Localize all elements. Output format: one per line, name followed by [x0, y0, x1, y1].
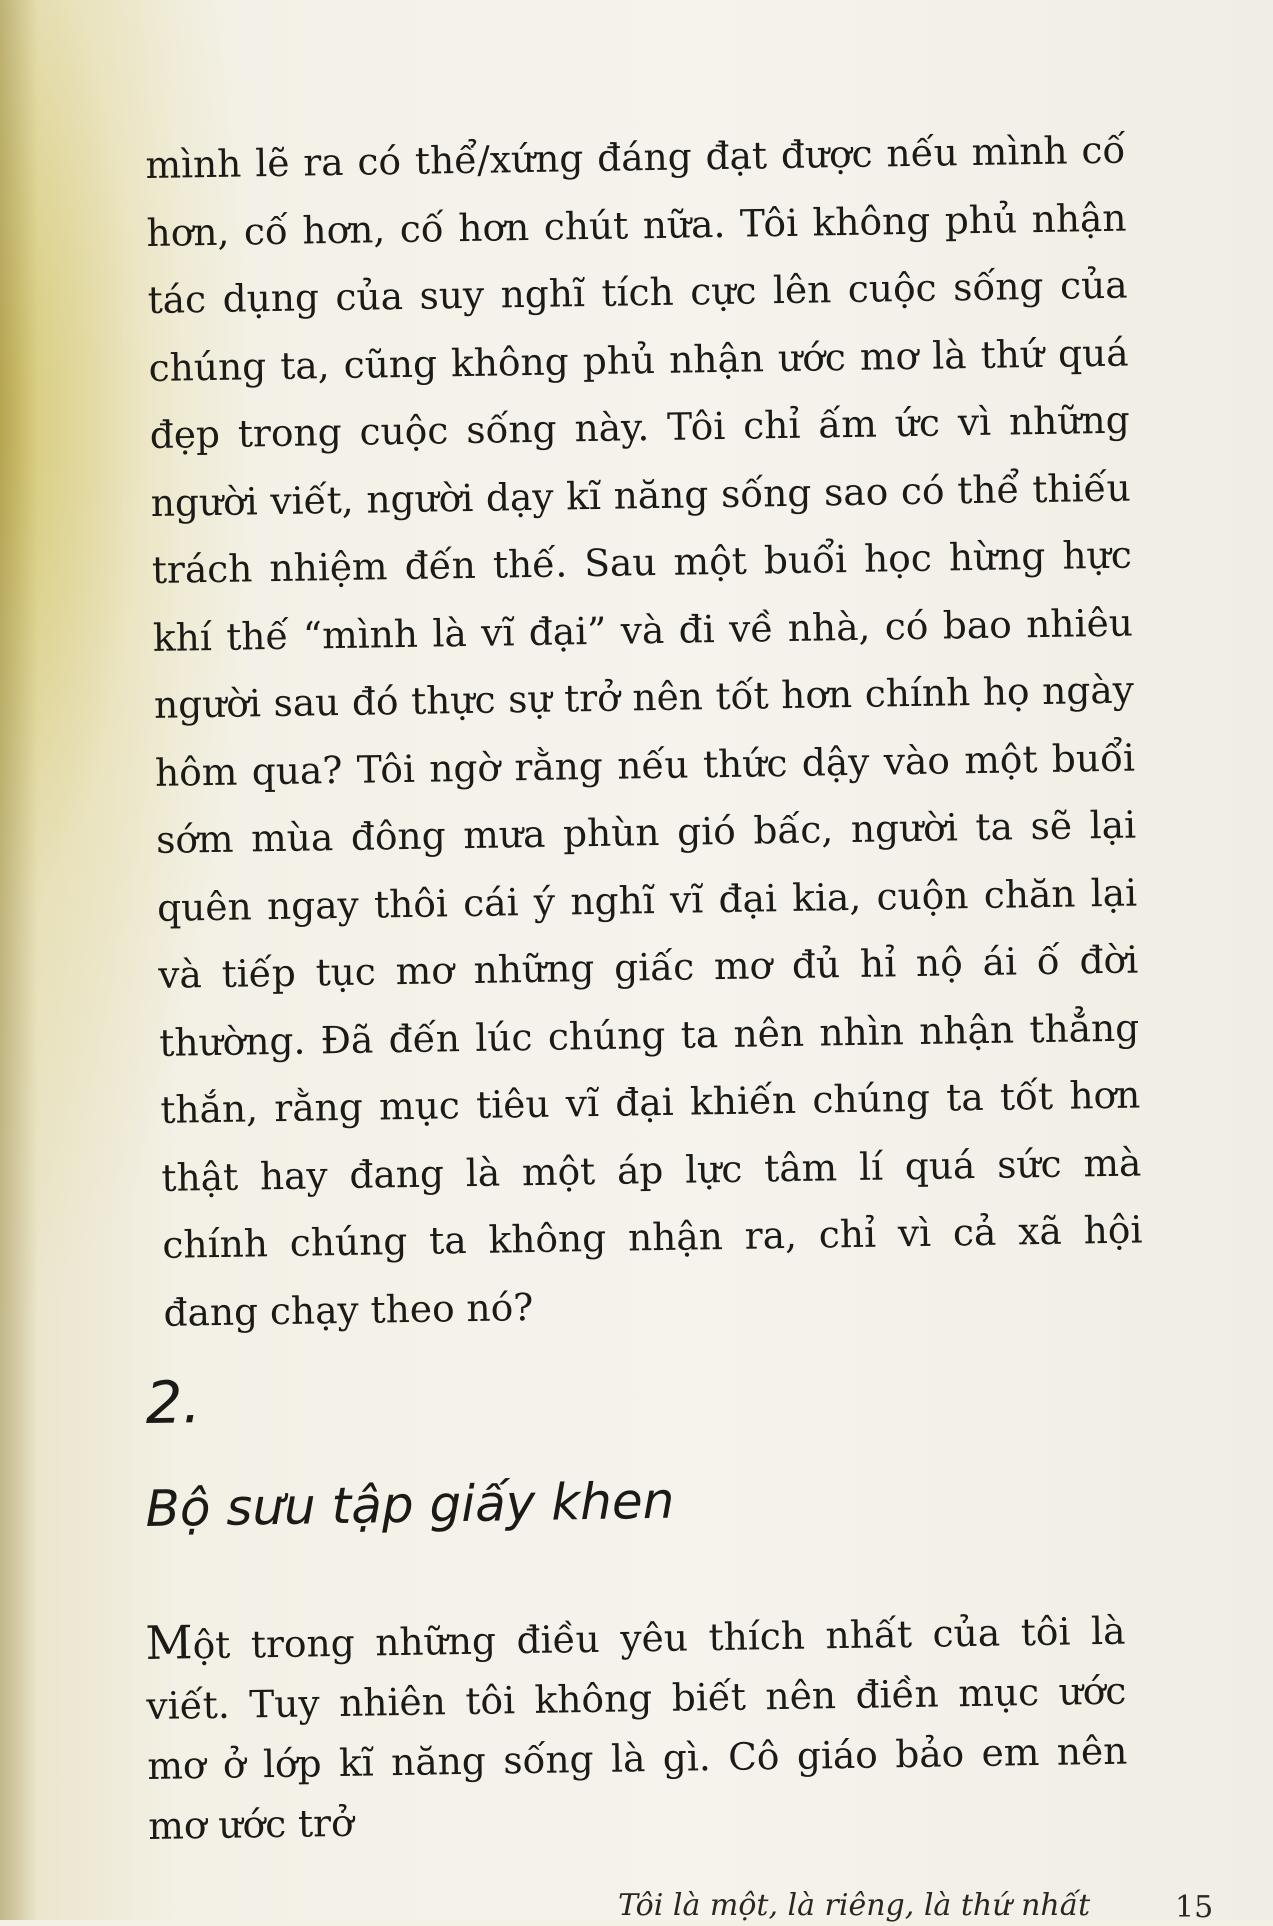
page-gutter-shadow — [0, 0, 38, 1920]
section-paragraph-text: ột trong những điều yêu thích nhất của tôi là viết. Tuy nhiên tôi không biết nên điền mục ước mơ ở lớp kĩ năng sống là gì. Cô giáo bảo em nên mơ ước trở — [146, 1608, 1128, 1848]
section-title: Bộ sưu tập giấy khen — [145, 1471, 675, 1538]
page-number: 15 — [1175, 1890, 1214, 1925]
drop-cap: M — [145, 1615, 193, 1670]
section-paragraph — [145, 1598, 1129, 1856]
section-number: 2. — [145, 1368, 202, 1437]
running-footer-title: Tôi là một, là riêng, là thứ nhất — [618, 1888, 1091, 1923]
body-paragraph: mình lẽ ra có thể/xứng đáng đạt được nếu mình cố hơn, cố hơn, cố hơn chút nữa. Tôi không phủ nhận tác dụng của suy nghĩ tích cực lên cuộc sống của chúng ta, cũng không phủ nhận ước mơ là thứ quá đẹp trong cuộc sống này. Tôi chỉ ấm ức vì những người viết, người dạy kĩ năng sống sao có thể thiếu trách nhiệm đến thế. Sau một buổi học hừng hực khí thế “mình là vĩ đại” và đi về nhà, có bao nhiêu người sau đó thực sự trở nên tốt hơn chính họ ngày hôm qua? Tôi ngờ rằng nếu thức dậy vào một buổi sớm mùa đông mưa phùn gió bấc, người ta sẽ lại quên ngay thôi cái ý nghĩ vĩ đại kia, cuộn chăn lại và tiếp tục mơ những giấc mơ đủ hỉ nộ ái ố đời thường. Đã đến lúc chúng ta nên nhìn nhận thẳng thắn, rằng mục tiêu vĩ đại khiến chúng ta tốt hơn thật hay đang là một áp lực tâm lí quá sức mà chính chúng ta không nhận ra, chỉ vì cả xã hội đang chạy theo nó? — [145, 127, 1143, 1335]
